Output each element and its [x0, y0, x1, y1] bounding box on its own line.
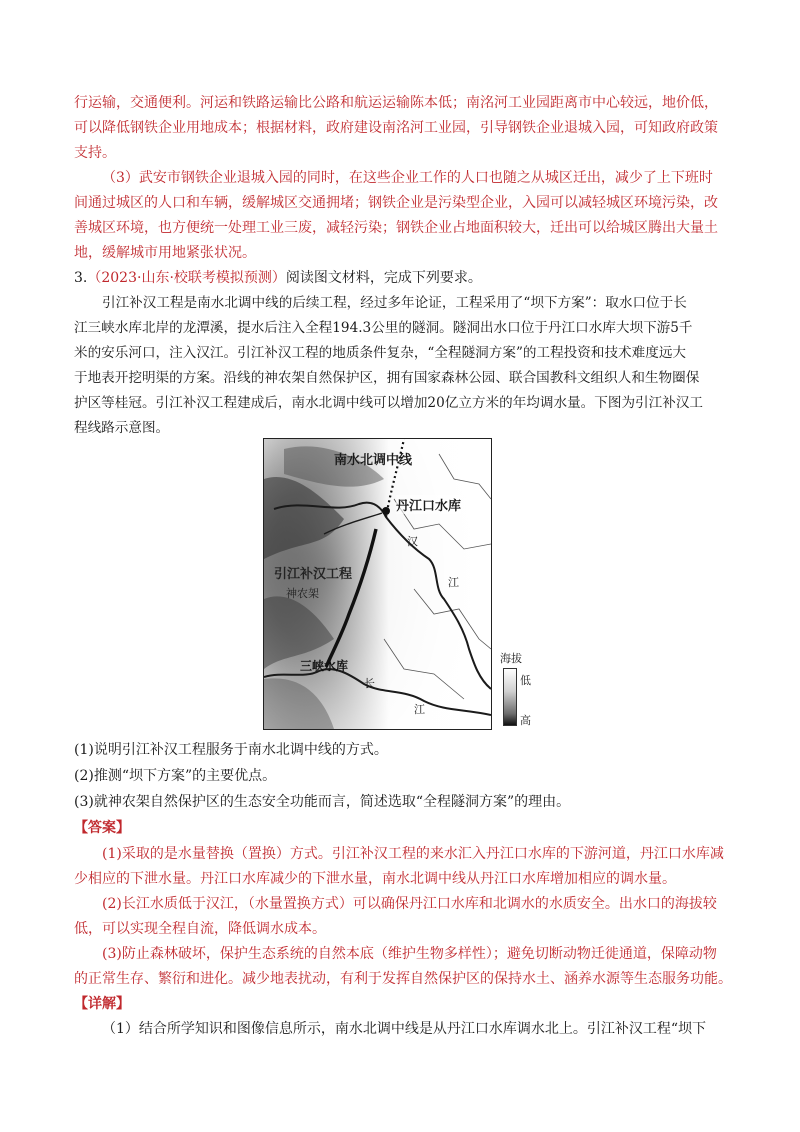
map-label-jiang: 江 [414, 703, 425, 716]
legend-high: 高 [520, 714, 531, 727]
answer-line: (3)防止森林破坏，保护生态系统的自然本底（维护生物多样性）；避免切断动物迁徙通道，保障动物 [102, 946, 717, 962]
detail-tag: 【详解】 [74, 996, 130, 1012]
question-number: 3. [74, 270, 88, 286]
answer-text-line: （3）武安市钢铁企业退城入园的同时，在这些企业工作的人口也随之从城区迁出，减少了上下班时 [102, 170, 713, 186]
map-label-project: 引江补汉工程 [274, 567, 353, 582]
answer-text-line: 支持。 [74, 145, 116, 161]
answer-line: 的正常生存、繁衍和进化。减少地表扰动，有利于发挥自然保护区的保持水土、涵养水源等生态服务功能。 [74, 971, 732, 987]
material-line: 米的安乐河口，注入汉江。引江补汉工程的地质条件复杂，“全程隧洞方案”的工程投资和技术难度远大 [74, 345, 687, 361]
sub-question: (1)说明引江补汉工程服务于南水北调中线的方式。 [74, 742, 388, 758]
answer-text-line: 间通过城区的人口和车辆，缓解城区交通拥堵；钢铁企业是污染型企业，入园可以减轻城区环境污染，改 [74, 195, 718, 211]
map-label-central-route: 南水北调中线 [334, 453, 413, 468]
answer-tag: 【答案】 [74, 820, 130, 836]
route-map [263, 438, 492, 730]
material-line: 江三峡水库北岸的龙潭溪，提水后注入全程194.3公里的隧洞。隧洞出水口位于丹江口水库大坝下游5千 [74, 320, 693, 336]
legend-gradient-bar [503, 668, 517, 726]
material-line: 护区等桂冠。引江补汉工程建成后，南水北调中线可以增加20亿立方米的年均调水量。下图为引江补汉工 [74, 395, 704, 411]
map-label-sanxia: 三峡水库 [300, 659, 349, 673]
answer-line: 少相应的下泄水量。丹江口水库减少的下泄水量，南水北调中线从丹江口水库增加相应的调水量。 [74, 871, 676, 887]
answer-text-line: 行运输，交通便利。河运和铁路运输比公路和航运运输陈本低；南洺河工业园距离市中心较远，地价低， [74, 95, 718, 111]
map-label-shennongjia: 神农架 [286, 587, 319, 600]
map-label-danjiangkou: 丹江口水库 [396, 495, 461, 514]
question-source: （2023·山东·校联考模拟预测） [87, 270, 286, 286]
answer-line: 低，可以实现全程自流，降低调水成本。 [74, 921, 326, 937]
material-line: 引江补汉工程是南水北调中线的后续工程，经过多年论证，工程采用了“坝下方案”：取水口位于长 [102, 295, 687, 311]
sub-question: (3)就神农架自然保护区的生态安全功能而言，简述选取“全程隧洞方案”的理由。 [74, 794, 571, 810]
map-label-han: 汉 [407, 535, 418, 548]
answer-line: (1)采取的是水量替换（置换）方式。引江补汉工程的来水汇入丹江口水库的下游河道，丹江口水库减 [102, 846, 724, 862]
map-label-chang: 长 [364, 677, 375, 690]
question-prompt: 阅读图文材料，完成下列要求。 [285, 270, 482, 286]
elevation-legend [500, 650, 540, 730]
answer-text-line: 善城区环境，也方便统一处理工业三废，减轻污染；钢铁企业占地面积较大，迁出可以给城区腾出大量土 [74, 220, 718, 236]
material-line: 于地表开挖明渠的方案。沿线的神农架自然保护区，拥有国家森林公园、联合国教科文组织人和生物圈保 [74, 370, 700, 386]
answer-text-line: 地，缓解城市用地紧张状况。 [74, 245, 256, 261]
answer-line: (2)长江水质低于汉江，（水量置换方式）可以确保丹江口水库和北调水的水质安全。出水口的海拔较 [102, 896, 717, 912]
legend-title: 海拔 [500, 652, 522, 665]
map-label-han-2: 江 [448, 576, 459, 589]
answer-text-line: 可以降低钢铁企业用地成本；根据材料，政府建设南洺河工业园，引导钢铁企业退城入园，可知政府政策 [74, 120, 718, 136]
sub-question: (2)推测“坝下方案”的主要优点。 [74, 768, 277, 784]
detail-line: （1）结合所学知识和图像信息所示，南水北调中线是从丹江口水库调水北上。引江补汉工程“坝下 [102, 1021, 707, 1037]
question-header [74, 268, 734, 288]
material-line: 程线路示意图。 [74, 420, 170, 436]
legend-low: 低 [520, 674, 531, 687]
